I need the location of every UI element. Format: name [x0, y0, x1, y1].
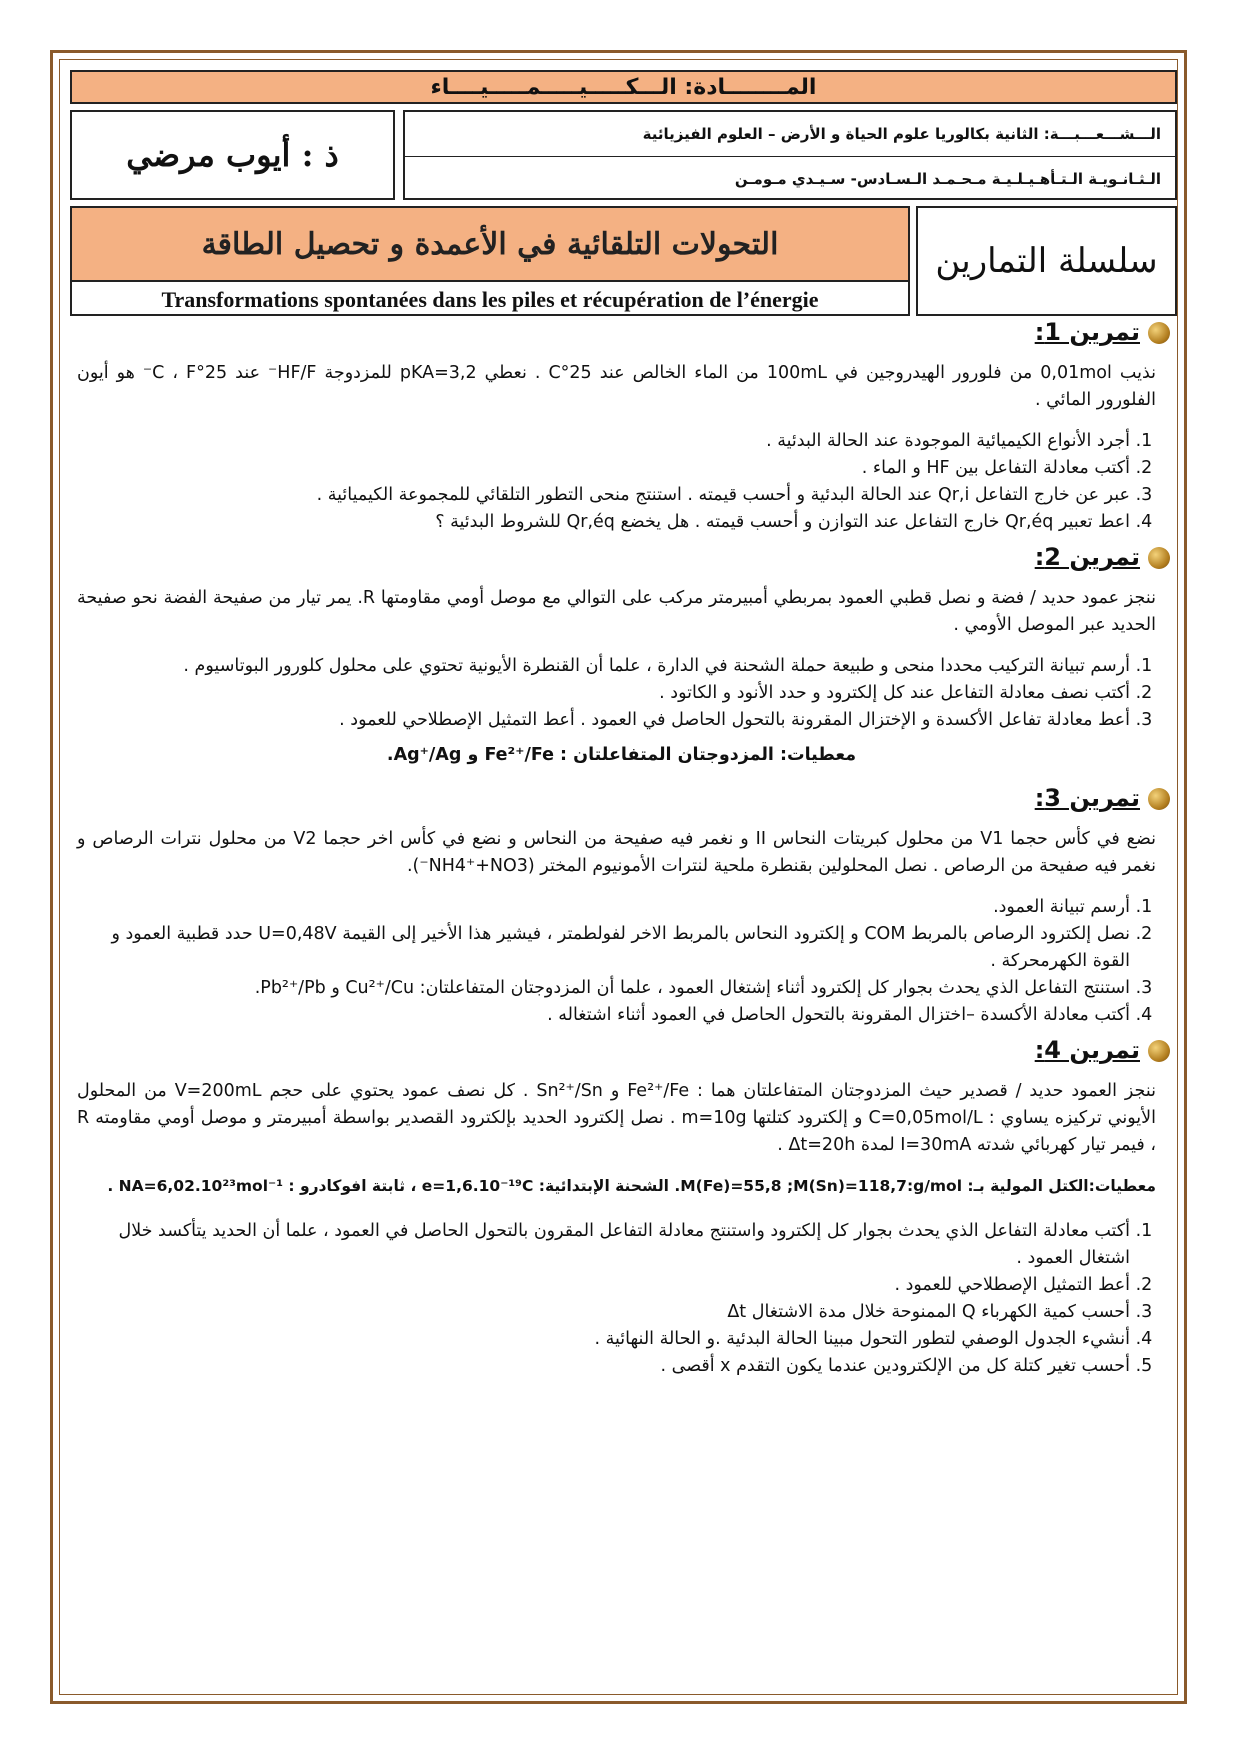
- question-list: [73, 1218, 1170, 1380]
- exercises: [73, 315, 1170, 1388]
- question: 4. اعط تعبير Qr,éq خارج التفاعل عند التوازن و أحسب قيمته . هل يخضع Qr,éq للشروط البدئية ؟: [73, 509, 1130, 536]
- question: 2. أكتب نصف معادلة التفاعل عند كل إلكترود و حدد الأنود و الكاتود .: [73, 680, 1130, 707]
- question: 2. أعط التمثيل الإصطلاحي للعمود .: [73, 1272, 1130, 1299]
- question: 1. أجرد الأنواع الكيميائية الموجودة عند الحالة البدئية .: [73, 428, 1130, 455]
- exercise-intro: ننجز عمود حديد / فضة و نصل قطبي العمود بمربطي أمبيرمتر مركب على التوالي مع موصل أومي مقاومتها R. يمر تيار من صفيحة الفضة نحو صفيحة الحديد عبر الموصل الأومي .: [77, 588, 1156, 635]
- exercise-title: تمرين 4:: [73, 1037, 1170, 1064]
- teacher-name: ذ : أيوب مرضي: [70, 110, 395, 200]
- question: 3. استنتج التفاعل الذي يحدث بجوار كل إلكترود أثناء إشتغال العمود ، علما أن المزدوجتان المتفاعلتان: Cu²⁺/Cu و Pb²⁺/Pb.: [73, 975, 1130, 1002]
- exercise-intro: نذيب 0,01mol من فلورور الهيدروجين في 100mL من الماء الخالص عند 25°C . نعطي pKA=3,2 للمزدوجة HF/F⁻ عند 25°C ، F⁻ هو أيون الفلورور المائي .: [77, 363, 1157, 410]
- given-data: معطيات: المزدوجتان المتفاعلتان : Fe²⁺/Fe و Ag⁺/Ag.: [386, 745, 857, 765]
- subject-band: المــــــــادة: الـــكـــــيـــــمـــــيــــاء: [70, 70, 1177, 104]
- series-label: سلسلة التمارين: [916, 206, 1177, 316]
- exercise-2: [73, 544, 1170, 769]
- question-list: [73, 894, 1170, 1029]
- exercise-4: [73, 1037, 1170, 1380]
- question: 5. أحسب تغير كتلة كل من الإلكترودين عندما يكون التقدم x أقصى .: [73, 1353, 1130, 1380]
- question: 1. أكتب معادلة التفاعل الذي يحدث بجوار كل إلكترود واستنتج معادلة التفاعل المقرون بالتحول الحاصل في العمود ، علما أن الحديد يتأكسد خلال اشتغال العمود .: [73, 1218, 1130, 1272]
- question-list: [73, 428, 1170, 536]
- question: 2. أكتب معادلة التفاعل بين HF و الماء .: [73, 455, 1130, 482]
- exercise-title: تمرين 3:: [73, 785, 1170, 812]
- coin-bullet-icon: [1148, 788, 1170, 810]
- branch-line: الـــشـــعـــبـــة: الثانية بكالوريا علوم الحياة و الأرض – العلوم الفيزيائية: [642, 125, 1161, 143]
- question: 4. أكتب معادلة الأكسدة –اختزال المقرونة بالتحول الحاصل في العمود أثناء اشتغاله .: [73, 1002, 1130, 1029]
- exercise-title: تمرين 1:: [73, 319, 1170, 346]
- coin-bullet-icon: [1148, 1040, 1170, 1062]
- exercise-3: [73, 785, 1170, 1029]
- question: 2. نصل إلكترود الرصاص بالمربط COM و إلكترود النحاس بالمربط الاخر لفولطمتر ، فيشير هذا الأخير إلى القيمة U=0,48V حدد قطبية العمود و القوة الكهرمحركة .: [73, 921, 1130, 975]
- coin-bullet-icon: [1148, 322, 1170, 344]
- coin-bullet-icon: [1148, 547, 1170, 569]
- question-list: [73, 653, 1170, 734]
- title-box: [70, 206, 910, 316]
- school-line: الـثـانـويـة الـتـأهـيـلـيـة مـحـمـد الـسـادس- سـيـدي مـومـن: [405, 156, 1175, 201]
- question: 3. عبر عن خارج التفاعل Qr,i عند الحالة البدئية و أحسب قيمته . استنتج منحى التطور التلقائي للمجموعة الكيميائية .: [73, 482, 1130, 509]
- title-french: Transformations spontanées dans les piles et récupération de l’énergie: [72, 280, 908, 318]
- exercise-1: [73, 319, 1170, 536]
- given-data: معطيات:الكتل المولية بـ: M(Fe)=55,8 ;M(Sn)=118,7:g/mol. الشحنة الإبتدائية: e=1,6.10⁻¹⁹C ، ثابتة افوكادرو : NA=6,02.10²³mol⁻¹ .: [107, 1177, 1156, 1195]
- info-box: [403, 110, 1177, 200]
- title-arabic: التحولات التلقائية في الأعمدة و تحصيل الطاقة: [72, 208, 908, 280]
- question: 3. أحسب كمية الكهرباء Q الممنوحة خلال مدة الاشتغال Δt: [73, 1299, 1130, 1326]
- question: 1. أرسم تبيانة التركيب محددا منحى و طبيعة حملة الشحنة في الدارة ، علما أن القنطرة الأيونية تحتوي على محلول كلورور البوتاسيوم .: [73, 653, 1130, 680]
- question: 1. أرسم تبيانة العمود.: [73, 894, 1130, 921]
- exercise-intro: نضع في كأس حجما V1 من محلول كبريتات النحاس II و نغمر فيه صفيحة من النحاس و نضع في كأس اخر حجما V2 من محلول نترات الرصاص و نغمر فيه صفيحة من الرصاص . نصل المحلولين بقنطرة ملحية لنترات الأمونيوم المختر (NH4⁺+NO3⁻).: [77, 829, 1156, 876]
- page-frame: [50, 50, 1187, 1704]
- question: 4. أنشيء الجدول الوصفي لتطور التحول مبينا الحالة البدئية .و الحالة النهائية .: [73, 1326, 1130, 1353]
- exercise-intro: ننجز العمود حديد / قصدير حيث المزدوجتان المتفاعلتان هما : Fe²⁺/Fe و Sn²⁺/Sn . كل نصف عمود يحتوي على حجم V=200mL من المحلول الأيوني تركيزه يساوي : C=0,05mol/L و إلكترود كتلتها m=10g . نصل إلكترود الحديد بإلكترود القصدير بواسطة أمبيرمتر و موصل أومي مقاومته R ، فيمر تيار كهربائي شدته I=30mA لمدة Δt=20h .: [77, 1081, 1156, 1155]
- exercise-title: تمرين 2:: [73, 544, 1170, 571]
- question: 3. أعط معادلة تفاعل الأكسدة و الإختزال المقرونة بالتحول الحاصل في العمود . أعط التمثيل الإصطلاحي للعمود .: [73, 707, 1130, 734]
